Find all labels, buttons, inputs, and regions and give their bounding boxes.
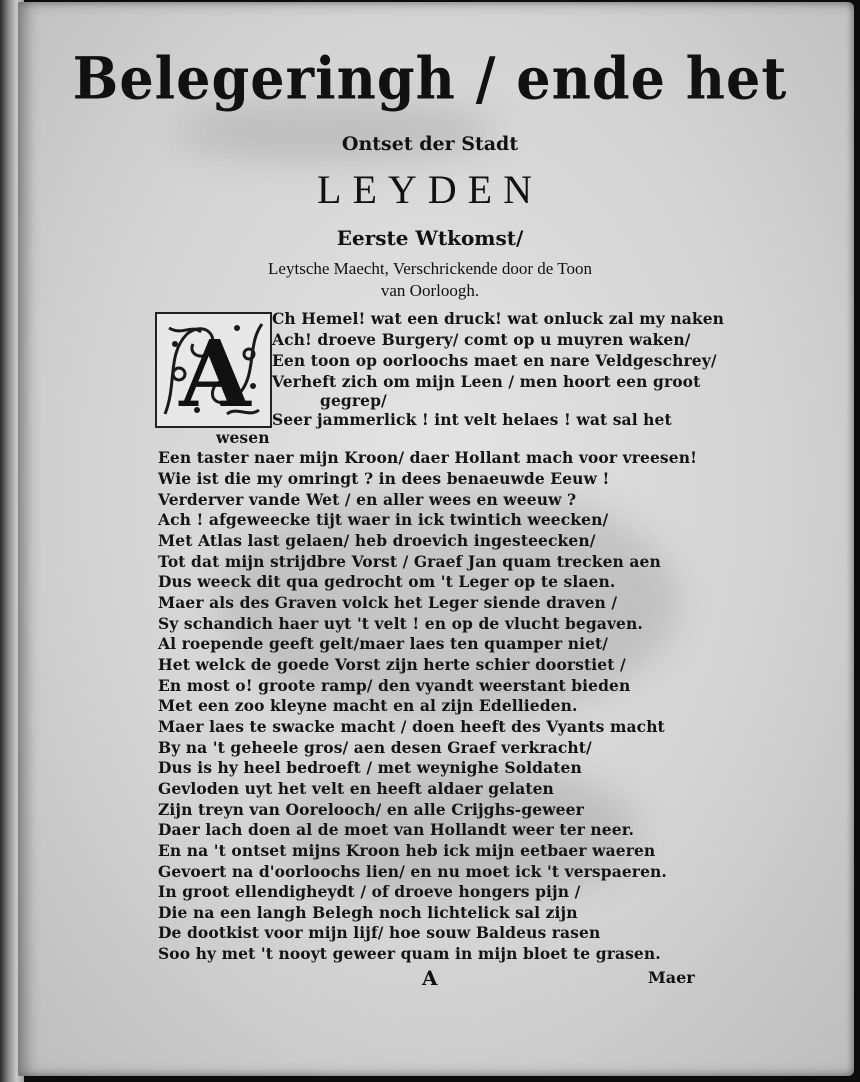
verse-line: Met een zoo kleyne macht en al zijn Edellieden. [158, 696, 578, 715]
verse-line: Maer als des Graven volck het Leger siende draven / [158, 593, 618, 612]
city-name: LEYDEN [317, 167, 543, 212]
verse-line: Gevloden uyt het velt en heeft aldaer gelaten [158, 779, 554, 798]
verse-line: gegrep/ [320, 391, 387, 410]
verse-line: Verderver vande Wet / en aller wees en weeuw ? [158, 490, 577, 509]
verse-line: Soo hy met 't nooyt geweer quam in mijn bloet te grasen. [158, 944, 661, 963]
drop-cap-letter: A [179, 320, 251, 426]
section-heading: Eerste Wtkomst/ [336, 226, 524, 250]
verse-line: Tot dat mijn strijdbre Vorst / Graef Jan quam trecken aen [158, 552, 661, 571]
verse-line: Seer jammerlick ! int velt helaes ! wat sal het [272, 410, 672, 429]
verse-line: Verheft zich om mijn Leen / men hoort een groot [272, 372, 701, 391]
verse-line: En most o! groote ramp/ den vyandt weerstant bieden [158, 676, 631, 695]
verse-line: Maer laes te swacke macht / doen heeft des Vyants macht [158, 717, 665, 736]
verse-line: Met Atlas last gelaen/ heb droevich ingesteecken/ [158, 531, 596, 550]
verse-line: Ach ! afgeweecke tijt waer in ick twintich weecken/ [158, 510, 609, 529]
verse-line: Die na een langh Belegh noch lichtelick sal zijn [158, 903, 578, 922]
speaker-line-2: van Oorloogh. [380, 281, 480, 300]
verse-line: Daer lach doen al de moet van Hollandt weer ter neer. [158, 820, 635, 839]
verse-line: Al roepende geeft gelt/maer laes ten quamper niet/ [158, 634, 609, 653]
speaker-line-1: Leytsche Maecht, Verschrickende door de Toon [268, 259, 592, 278]
verse-line: Wie ist die my omringt ? in dees benaeuwde Eeuw ! [158, 469, 610, 488]
verse-line: Dus weeck dit qua gedrocht om 't Leger op te slaen. [158, 572, 616, 591]
verse-line: Zijn treyn van Oorelooch/ en alle Crijghs-geweer [158, 800, 584, 819]
verse-line: Een toon op oorloochs maet en nare Veldgeschrey/ [272, 351, 717, 370]
catchword: Maer [648, 968, 695, 987]
verse-line: Ch Hemel! wat een druck! wat onluck zal my naken [272, 309, 725, 328]
verse-line: By na 't geheele gros/ aen desen Graef verkracht/ [158, 738, 592, 757]
verse-line: Het welck de goede Vorst zijn herte schier doorstiet / [158, 655, 626, 674]
verse-line: wesen [216, 428, 270, 447]
signature-mark: A [422, 966, 438, 990]
verse-line: Een taster naer mijn Kroon/ daer Hollant mach voor vreesen! [158, 448, 697, 467]
verse-line: En na 't ontset mijns Kroon heb ick mijn eetbaer waeren [158, 841, 656, 860]
verse-line: Gevoert na d'oorloochs lien/ en nu moet ick 't verspaeren. [158, 862, 667, 881]
verse-line: Ach! droeve Burgery/ comt op u muyren waken/ [272, 330, 691, 349]
verse-line: Dus is hy heel bedroeft / met weynighe Soldaten [158, 758, 582, 777]
subtitle: Ontset der Stadt [341, 133, 519, 155]
page-title: Belegeringh / ende het [72, 43, 788, 113]
verse-line: Sy schandich haer uyt 't velt ! en op de vlucht begaven. [158, 614, 643, 633]
verse-line: De dootkist voor mijn lijf/ hoe souw Baldeus rasen [158, 923, 601, 942]
verse-line: In groot ellendigheydt / of droeve hongers pijn / [158, 882, 581, 901]
